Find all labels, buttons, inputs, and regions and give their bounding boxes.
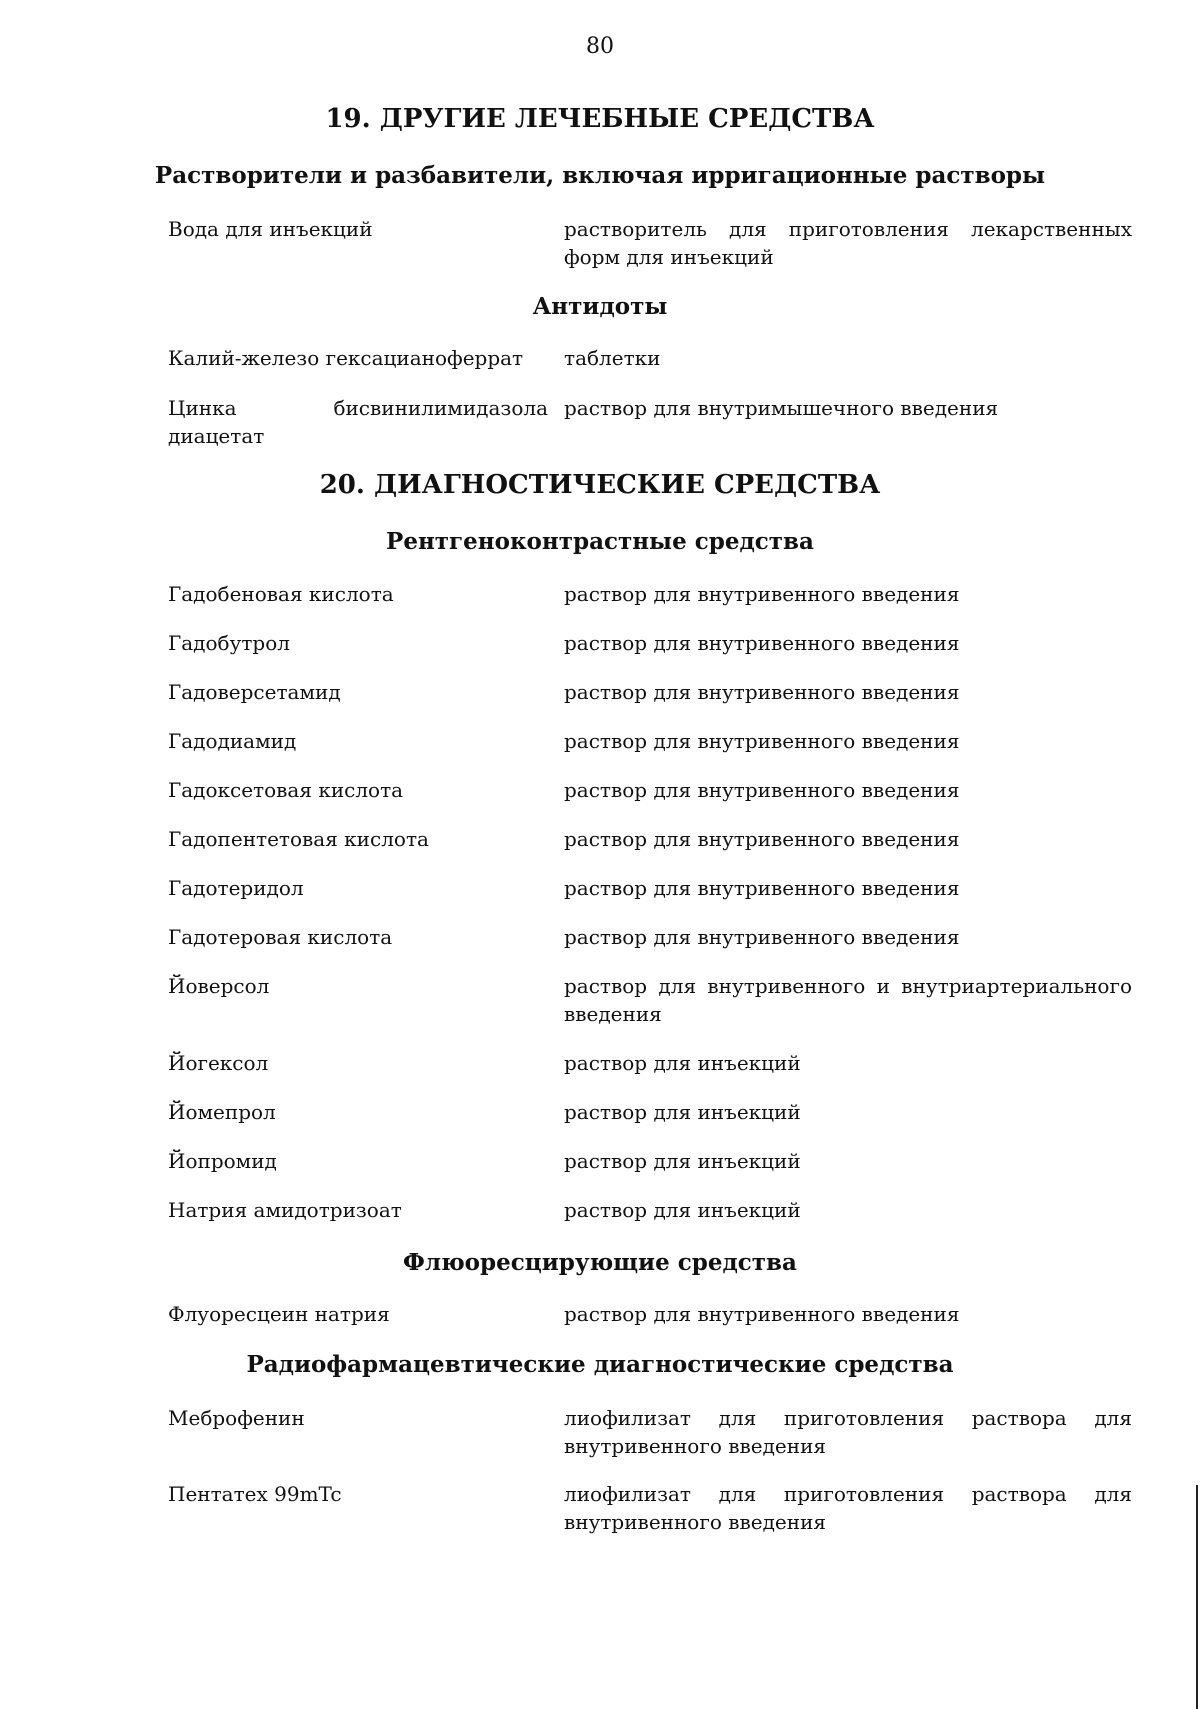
drug-name: Йоверсол (168, 974, 270, 998)
drug-name-part: Цинка (168, 396, 237, 420)
dosage-form: раствор для внутривенного и внутриартериального введения (564, 974, 1132, 1026)
dosage-form: раствор для инъекций (564, 1149, 801, 1173)
drug-name (168, 394, 548, 450)
drug-name: Гадобутрол (168, 631, 290, 655)
dosage-form: растворитель для приготовления лекарственных форм для инъекций (564, 217, 1132, 269)
dosage-form: раствор для инъекций (564, 1051, 801, 1075)
drug-name: Гадоксетовая кислота (168, 778, 404, 802)
drug-name: Вода для инъекций (168, 217, 373, 241)
dosage-form: раствор для внутривенного введения (564, 631, 960, 655)
group-title: Рентгеноконтрастные средства (386, 528, 814, 555)
dosage-form: раствор для внутривенного введения (564, 729, 960, 753)
drug-name: Флуоресцеин натрия (168, 1302, 390, 1326)
group-title: Растворители и разбавители, включая ирригационные растворы (154, 162, 1046, 189)
drug-name: Меброфенин (168, 1406, 305, 1430)
dosage-form: раствор для внутримышечного введения (564, 396, 999, 420)
drug-name-part: бисвинилимидазола (333, 396, 548, 420)
dosage-form: раствор для внутривенного введения (564, 680, 960, 704)
dosage-form: раствор для внутривенного введения (564, 1302, 960, 1326)
group-title: Радиофармацевтические диагностические средства (246, 1351, 954, 1378)
group-title: Антидоты (532, 293, 668, 320)
drug-name: Йогексол (168, 1051, 269, 1075)
group-title: Флюоресцирующие средства (403, 1249, 797, 1276)
drug-name: Гадотеровая кислота (168, 925, 393, 949)
drug-name: Пентатех 99mTc (168, 1482, 342, 1506)
dosage-form: лиофилизат для приготовления раствора для внутривенного введения (564, 1482, 1132, 1534)
drug-name-part: диацетат (168, 424, 265, 448)
drug-name: Гадотеридол (168, 876, 304, 900)
drug-name: Гадодиамид (168, 729, 297, 753)
page-number: 80 (586, 34, 614, 59)
drug-name: Йопромид (168, 1149, 277, 1173)
dosage-form: раствор для внутривенного введения (564, 582, 960, 606)
dosage-form: раствор для инъекций (564, 1100, 801, 1124)
drug-name: Гадоверсетамид (168, 680, 341, 704)
drug-name: Гадопентетовая кислота (168, 827, 429, 851)
dosage-form: раствор для внутривенного введения (564, 925, 960, 949)
drug-name: Калий-железо гексацианоферрат (168, 346, 524, 370)
dosage-form: раствор для внутривенного введения (564, 778, 960, 802)
dosage-form: лиофилизат для приготовления раствора для внутривенного введения (564, 1406, 1132, 1458)
dosage-form: раствор для внутривенного введения (564, 827, 960, 851)
section-title: 20. ДИАГНОСТИЧЕСКИЕ СРЕДСТВА (319, 470, 881, 500)
drug-name: Йомепрол (168, 1100, 276, 1124)
section-title: 19. ДРУГИЕ ЛЕЧЕБНЫЕ СРЕДСТВА (325, 104, 875, 134)
drug-name: Натрия амидотризоат (168, 1198, 402, 1222)
drug-name: Гадобеновая кислота (168, 582, 394, 606)
dosage-form: таблетки (564, 346, 661, 370)
dosage-form: раствор для инъекций (564, 1198, 801, 1222)
dosage-form: раствор для внутривенного введения (564, 876, 960, 900)
scan-edge-line (1196, 1485, 1198, 1709)
